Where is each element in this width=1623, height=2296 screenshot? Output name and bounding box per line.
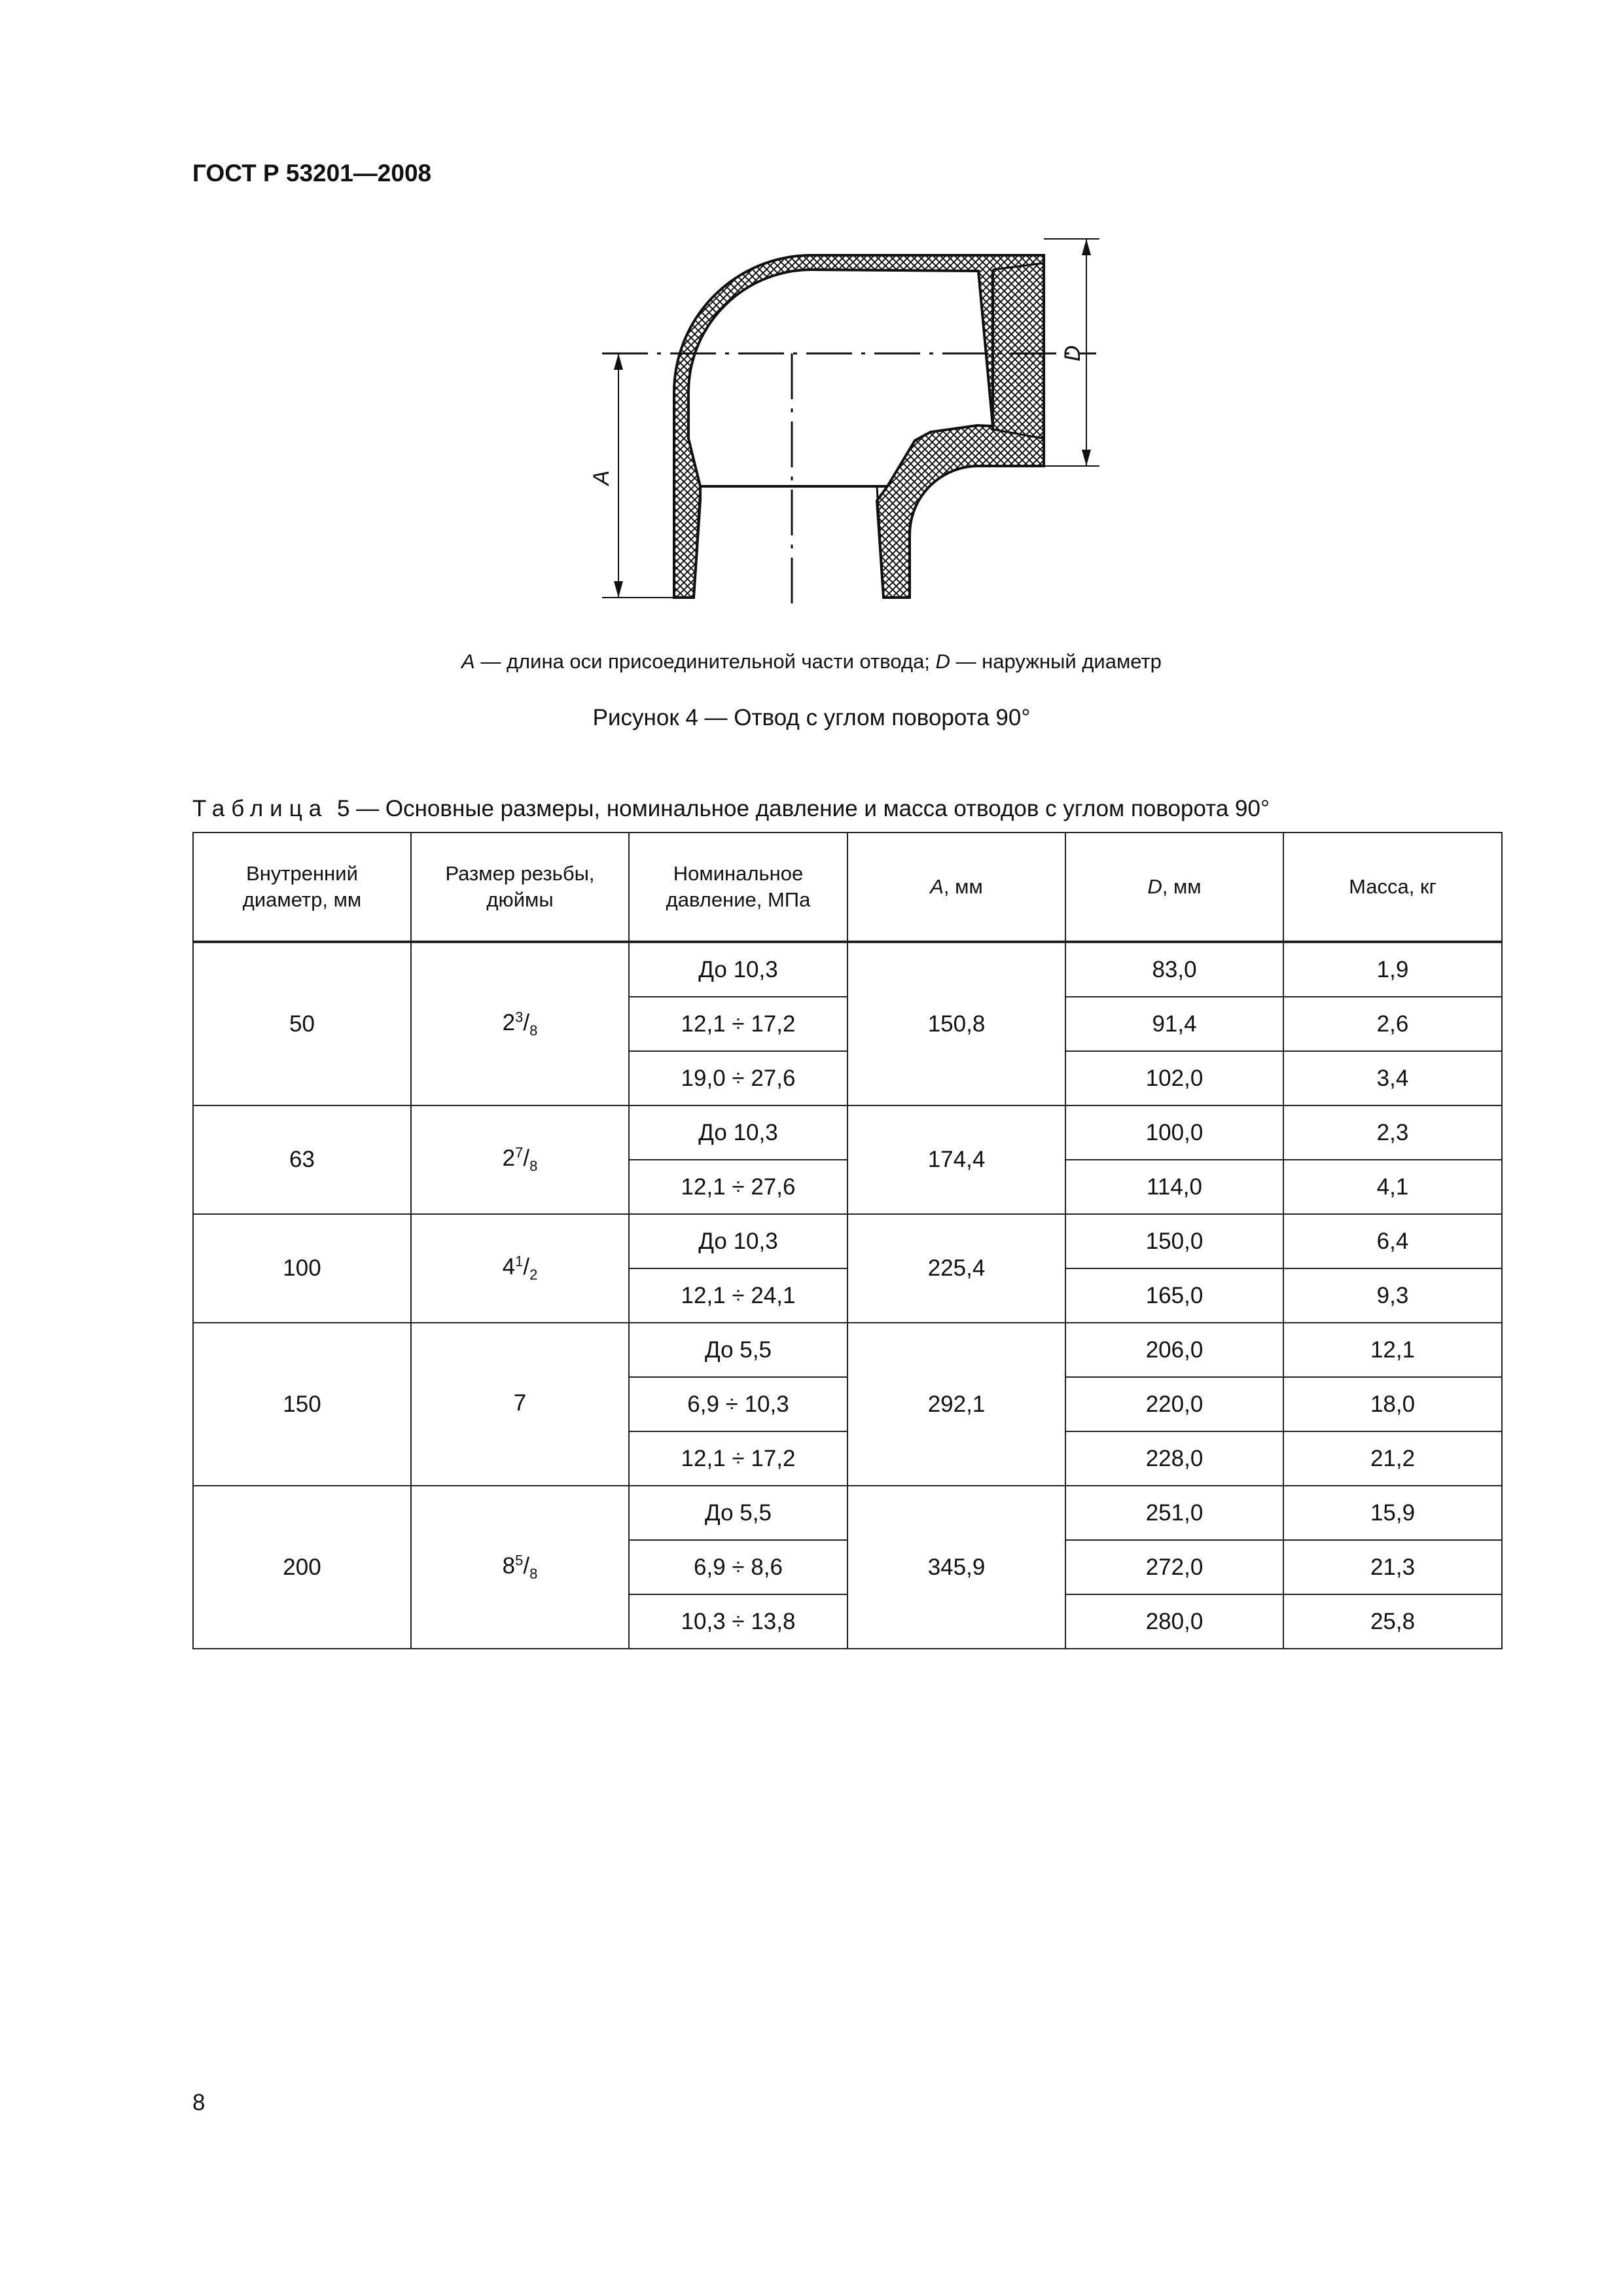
cell-nominal-pressure: 12,1 ÷ 24,1 (629, 1268, 847, 1323)
cell-d: 83,0 (1065, 942, 1283, 997)
cell-mass: 4,1 (1283, 1160, 1502, 1214)
cell-a: 225,4 (847, 1214, 1065, 1323)
legend-d-text: — наружный диаметр (950, 650, 1162, 673)
cell-nominal-pressure: 10,3 ÷ 13,8 (629, 1594, 847, 1649)
table-row (193, 1214, 1502, 1268)
cell-thread-size: $2^3/_8$ (411, 942, 629, 1105)
cell-mass: 1,9 (1283, 942, 1502, 997)
cell-mass: 18,0 (1283, 1377, 1502, 1431)
cell-mass: 3,4 (1283, 1051, 1502, 1105)
table-row (193, 1486, 1502, 1540)
cell-d: 272,0 (1065, 1540, 1283, 1594)
cell-a: 292,1 (847, 1323, 1065, 1486)
cell-d: 206,0 (1065, 1323, 1283, 1377)
cell-inner-diameter: 100 (193, 1214, 411, 1323)
header-mass: Масса, кг (1283, 833, 1502, 942)
cell-d: 165,0 (1065, 1268, 1283, 1323)
cell-mass: 21,3 (1283, 1540, 1502, 1594)
cell-nominal-pressure: 12,1 ÷ 17,2 (629, 1431, 847, 1486)
cell-thread-size: $2^7/_8$ (411, 1105, 629, 1214)
cell-nominal-pressure: 12,1 ÷ 27,6 (629, 1160, 847, 1214)
header-nominal-pressure: Номинальное давление, МПа (629, 833, 847, 942)
table-row (193, 1105, 1502, 1160)
cell-d: 91,4 (1065, 997, 1283, 1051)
cell-mass: 2,3 (1283, 1105, 1502, 1160)
cell-inner-diameter: 150 (193, 1323, 411, 1486)
cell-a: 174,4 (847, 1105, 1065, 1214)
cell-nominal-pressure: До 5,5 (629, 1323, 847, 1377)
table-row (193, 942, 1502, 997)
legend-a-text: — длина оси присоединительной части отвода; (474, 650, 936, 673)
document-header: ГОСТ Р 53201—2008 (192, 160, 432, 187)
cell-a: 150,8 (847, 942, 1065, 1105)
cell-mass: 6,4 (1283, 1214, 1502, 1268)
figure-caption: Рисунок 4 — Отвод с углом поворота 90° (592, 705, 1031, 730)
page-number: 8 (192, 2090, 205, 2115)
cell-thread-size: 7 (411, 1323, 629, 1486)
table-title-prefix: Таблица (192, 796, 329, 821)
cell-mass: 21,2 (1283, 1431, 1502, 1486)
cell-d: 251,0 (1065, 1486, 1283, 1540)
cell-nominal-pressure: 6,9 ÷ 10,3 (629, 1377, 847, 1431)
table-body (193, 942, 1502, 1649)
cell-d: 114,0 (1065, 1160, 1283, 1214)
cell-a: 345,9 (847, 1486, 1065, 1649)
cell-nominal-pressure: 12,1 ÷ 17,2 (629, 997, 847, 1051)
cell-mass: 12,1 (1283, 1323, 1502, 1377)
header-thread-size: Размер резьбы, дюймы (411, 833, 629, 942)
cell-inner-diameter: 50 (193, 942, 411, 1105)
cell-nominal-pressure: До 10,3 (629, 942, 847, 997)
cell-d: 102,0 (1065, 1051, 1283, 1105)
cell-d: 220,0 (1065, 1377, 1283, 1431)
dimension-a-label: A (589, 470, 614, 486)
cell-nominal-pressure: До 10,3 (629, 1214, 847, 1268)
cell-nominal-pressure: 19,0 ÷ 27,6 (629, 1051, 847, 1105)
elbow-drawing (576, 223, 1126, 615)
legend-a-symbol: A (461, 650, 475, 673)
cell-nominal-pressure: До 5,5 (629, 1486, 847, 1540)
table-row (193, 1323, 1502, 1377)
cell-mass: 9,3 (1283, 1268, 1502, 1323)
cell-inner-diameter: 63 (193, 1105, 411, 1214)
header-a: A, мм (847, 833, 1065, 942)
cell-mass: 2,6 (1283, 997, 1502, 1051)
dimension-d-label: D (1060, 345, 1085, 362)
cell-d: 280,0 (1065, 1594, 1283, 1649)
cell-d: 228,0 (1065, 1431, 1283, 1486)
cell-d: 100,0 (1065, 1105, 1283, 1160)
header-inner-diameter: Внутренний диаметр, мм (193, 833, 411, 942)
elbow-wall-section (674, 255, 1044, 598)
cell-nominal-pressure: До 10,3 (629, 1105, 847, 1160)
cell-nominal-pressure: 6,9 ÷ 8,6 (629, 1540, 847, 1594)
cell-thread-size: $4^1/_2$ (411, 1214, 629, 1323)
cell-d: 150,0 (1065, 1214, 1283, 1268)
table-title (192, 796, 1270, 822)
dimensions-table (192, 832, 1503, 1649)
legend-d-symbol: D (935, 650, 950, 673)
cell-mass: 25,8 (1283, 1594, 1502, 1649)
header-d: D, мм (1065, 833, 1283, 942)
table-title-text: 5 — Основные размеры, номинальное давление и масса отводов с углом поворота 90° (336, 796, 1270, 821)
figure-legend (0, 650, 1623, 673)
cell-thread-size: $8^5/_8$ (411, 1486, 629, 1649)
cell-inner-diameter: 200 (193, 1486, 411, 1649)
cell-mass: 15,9 (1283, 1486, 1502, 1540)
